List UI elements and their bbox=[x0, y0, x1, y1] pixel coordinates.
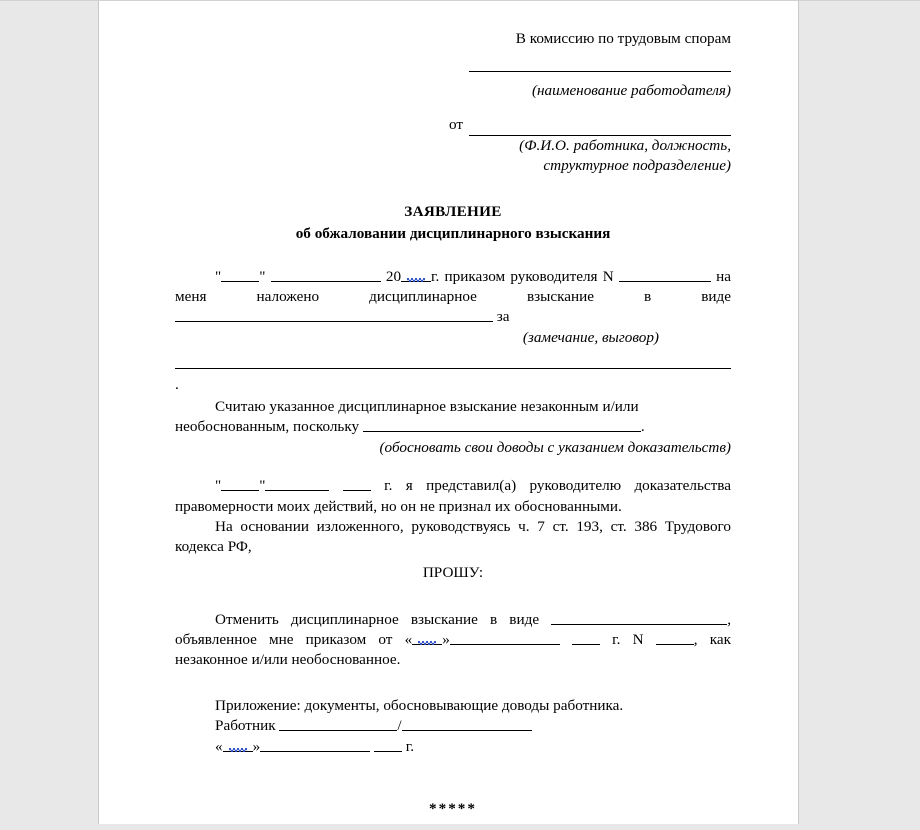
signature-label: Работник bbox=[215, 717, 276, 735]
paragraph-evidence-submitted bbox=[175, 476, 731, 516]
legal-basis-text: На основании изложенного, руководствуясь ч. 7 ст. 193, ст. 386 Трудового кодекса РФ, bbox=[175, 517, 731, 556]
request-comma: , bbox=[727, 610, 731, 628]
order-number-blank[interactable] bbox=[619, 267, 711, 282]
paragraph-attachment bbox=[175, 696, 731, 716]
quote-open-2: " bbox=[215, 477, 222, 495]
request-quote-close: » bbox=[442, 630, 450, 648]
reason-blank-row bbox=[175, 354, 731, 394]
penalty-type-caption: (замечание, выговор) bbox=[522, 329, 659, 347]
request-text-5: незаконное и/или необоснованное. bbox=[175, 651, 401, 669]
order-month-blank[interactable] bbox=[450, 630, 560, 645]
worker-caption-line-2: структурное подразделение) bbox=[543, 156, 731, 174]
employer-caption: (наименование работодателя) bbox=[531, 82, 731, 100]
request-text-2: объявленное мне приказом от « bbox=[175, 630, 413, 648]
document-content bbox=[175, 29, 731, 819]
penalty-type-blank[interactable] bbox=[175, 307, 493, 322]
date-close-quote: » bbox=[252, 737, 261, 755]
justification-caption: (обосновать свои доводы с указанием доказательств) bbox=[379, 439, 731, 457]
reason-blank-line[interactable] bbox=[175, 354, 731, 369]
evidence-text-2: правомерности моих действий, но он не признал их обоснованными. bbox=[175, 497, 622, 515]
signature-blank[interactable] bbox=[279, 716, 397, 731]
justification-blank[interactable] bbox=[363, 417, 641, 432]
footer-separator: ***** bbox=[429, 799, 477, 817]
paragraph-request-body bbox=[175, 610, 731, 671]
paragraph-order-details bbox=[175, 267, 731, 328]
request-text-4: , как bbox=[693, 630, 732, 648]
day-blank-1[interactable] bbox=[221, 267, 259, 282]
request-heading: ПРОШУ: bbox=[422, 564, 484, 582]
order-day-blank[interactable] bbox=[412, 630, 442, 645]
document-subtitle: об обжаловании дисциплинарного взыскания bbox=[295, 225, 611, 243]
document-title-block bbox=[175, 202, 731, 244]
document-page bbox=[98, 1, 799, 824]
worker-blank-line[interactable] bbox=[469, 120, 731, 136]
worker-caption-line-1: (Ф.И.О. работника, должность, bbox=[519, 136, 731, 154]
paragraph-legal-basis bbox=[175, 517, 731, 557]
signature-name-blank[interactable] bbox=[402, 716, 532, 731]
consider-text-2: необоснованным, поскольку bbox=[175, 418, 360, 436]
date-day-blank[interactable] bbox=[223, 737, 253, 752]
year-blank-1[interactable] bbox=[401, 267, 431, 282]
year-prefix-1: 20 bbox=[385, 267, 402, 285]
attachment-text: Приложение: документы, обосновывающие доводы работника. bbox=[215, 697, 624, 715]
day-blank-2[interactable] bbox=[221, 476, 259, 491]
order-text-1: г. приказом руководителя N bbox=[431, 267, 614, 285]
from-field-row bbox=[175, 115, 731, 136]
date-year-suffix: г. bbox=[405, 737, 415, 755]
month-blank-1[interactable] bbox=[271, 267, 381, 282]
document-title: ЗАЯВЛЕНИЕ bbox=[404, 203, 502, 221]
request-text-3: г. N bbox=[612, 630, 644, 648]
year-blank-2[interactable] bbox=[343, 476, 371, 491]
cancel-penalty-type-blank[interactable] bbox=[551, 610, 727, 625]
order-text-2: на меня bbox=[175, 267, 732, 305]
signature-row bbox=[175, 716, 731, 736]
date-open-quote: « bbox=[215, 737, 223, 755]
reason-period: . bbox=[175, 375, 179, 393]
addressee-line: В комиссию по трудовым спорам bbox=[515, 30, 731, 47]
date-month-blank[interactable] bbox=[260, 737, 370, 752]
order-year-blank[interactable] bbox=[572, 630, 600, 645]
from-prefix-label: от bbox=[448, 115, 463, 133]
quote-close-2: " bbox=[259, 477, 266, 495]
order-text-4: за bbox=[496, 307, 510, 325]
paragraph-consider-unlawful bbox=[175, 397, 731, 437]
date-year-blank[interactable] bbox=[374, 737, 402, 752]
date-row bbox=[175, 737, 731, 757]
consider-period: . bbox=[640, 418, 645, 436]
signature-slash: / bbox=[397, 717, 402, 735]
employer-blank-line[interactable] bbox=[469, 56, 731, 72]
quote-close-1: " bbox=[259, 267, 266, 285]
order-no-blank-2[interactable] bbox=[656, 630, 694, 645]
consider-text-1: Считаю указанное дисциплинарное взыскание незаконным и/или bbox=[215, 397, 639, 415]
employer-field-row bbox=[175, 56, 731, 72]
order-text-3: наложено дисциплинарное взыскание в виде bbox=[256, 287, 731, 305]
request-text-1: Отменить дисциплинарное взыскание в виде bbox=[215, 610, 540, 628]
quote-open-1: " bbox=[215, 267, 222, 285]
month-blank-2[interactable] bbox=[265, 476, 329, 491]
evidence-text-1: г. я представил(а) руководителю доказательства bbox=[384, 477, 731, 495]
addressee-block bbox=[175, 29, 731, 175]
